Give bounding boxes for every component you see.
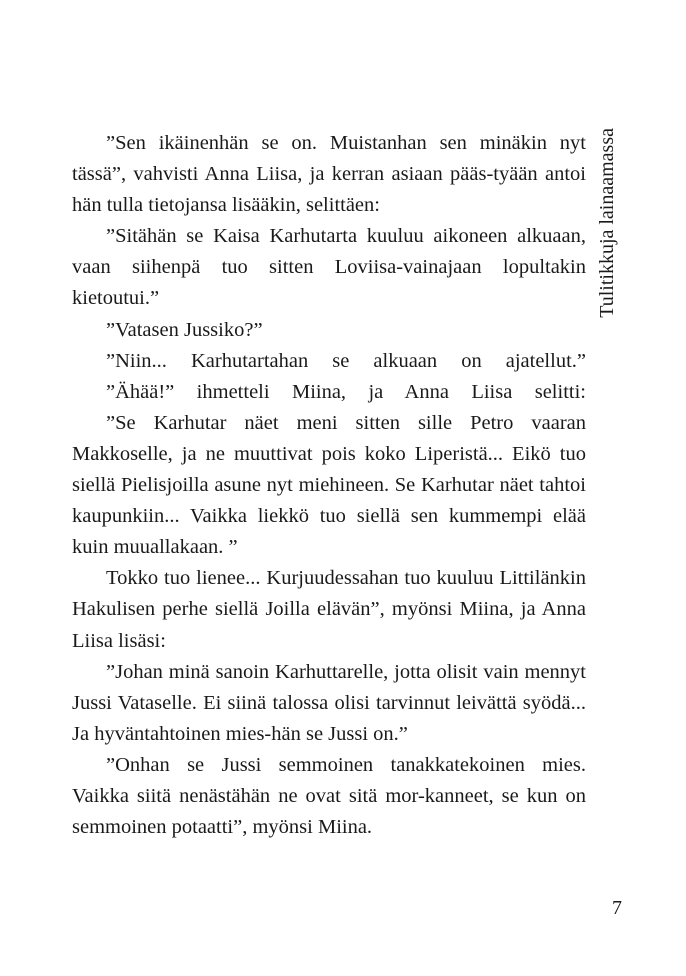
paragraph-4: ”Niin... Karhutartahan se alkuaan on ajatellut.” [106, 349, 586, 372]
paragraph-6: ”Se Karhutar näet meni sitten sille Petro vaaran Makkoselle, ja ne muuttivat pois koko Liperistä... Eikö tuo siellä Pielisjoilla asune nyt miehineen. Se Karhutar näet tahtoi kaupunkiin... Vaikka liekkö tuo siellä sen kummempi elää kuin muuallakaan. ” [72, 411, 586, 559]
paragraph-7: Tokko tuo lienee... Kurjuudessahan tuo kuuluu Littilänkin Hakulisen perhe siellä Joilla elävän”, myönsi Miina, ja Anna Liisa lisäsi: [72, 567, 586, 652]
running-title: Tulitikkuja lainaamassa [596, 128, 618, 318]
paragraph-1: ”Sen ikäinenhän se on. Muistanhan sen minäkin nyt tässä”, vahvisti Anna Liisa, ja kerran asiaan pääs-tyään antoi hän tulla tietojansa lisääkin, selittäen: [72, 132, 586, 217]
page-number: 7 [612, 897, 622, 919]
paragraph-8: ”Johan minä sanoin Karhuttarelle, jotta olisit vain mennyt Jussi Vataselle. Ei siinä talossa olisi tarvinnut leivättä syödä... Ja hyväntahtoinen mies-hän se Jussi on.” [72, 660, 586, 745]
paragraph-5: ”Ähää!” ihmetteli Miina, ja Anna Liisa selitti: [106, 380, 586, 403]
paragraph-9: ”Onhan se Jussi semmoinen tanakkatekoinen mies. Vaikka siitä nenästähän ne ovat sitä mor-kanneet, se kun on semmoinen potaatti”, myönsi Miina. [72, 753, 586, 839]
paragraph-3: ”Vatasen Jussiko?” [106, 318, 263, 341]
body-text [72, 128, 586, 843]
paragraph-2: ”Sitähän se Kaisa Karhutarta kuuluu aikoneen alkuaan, vaan siihenpä tuo sitten Loviisa-vainajaan lopultakin kietoutui.” [72, 225, 586, 310]
